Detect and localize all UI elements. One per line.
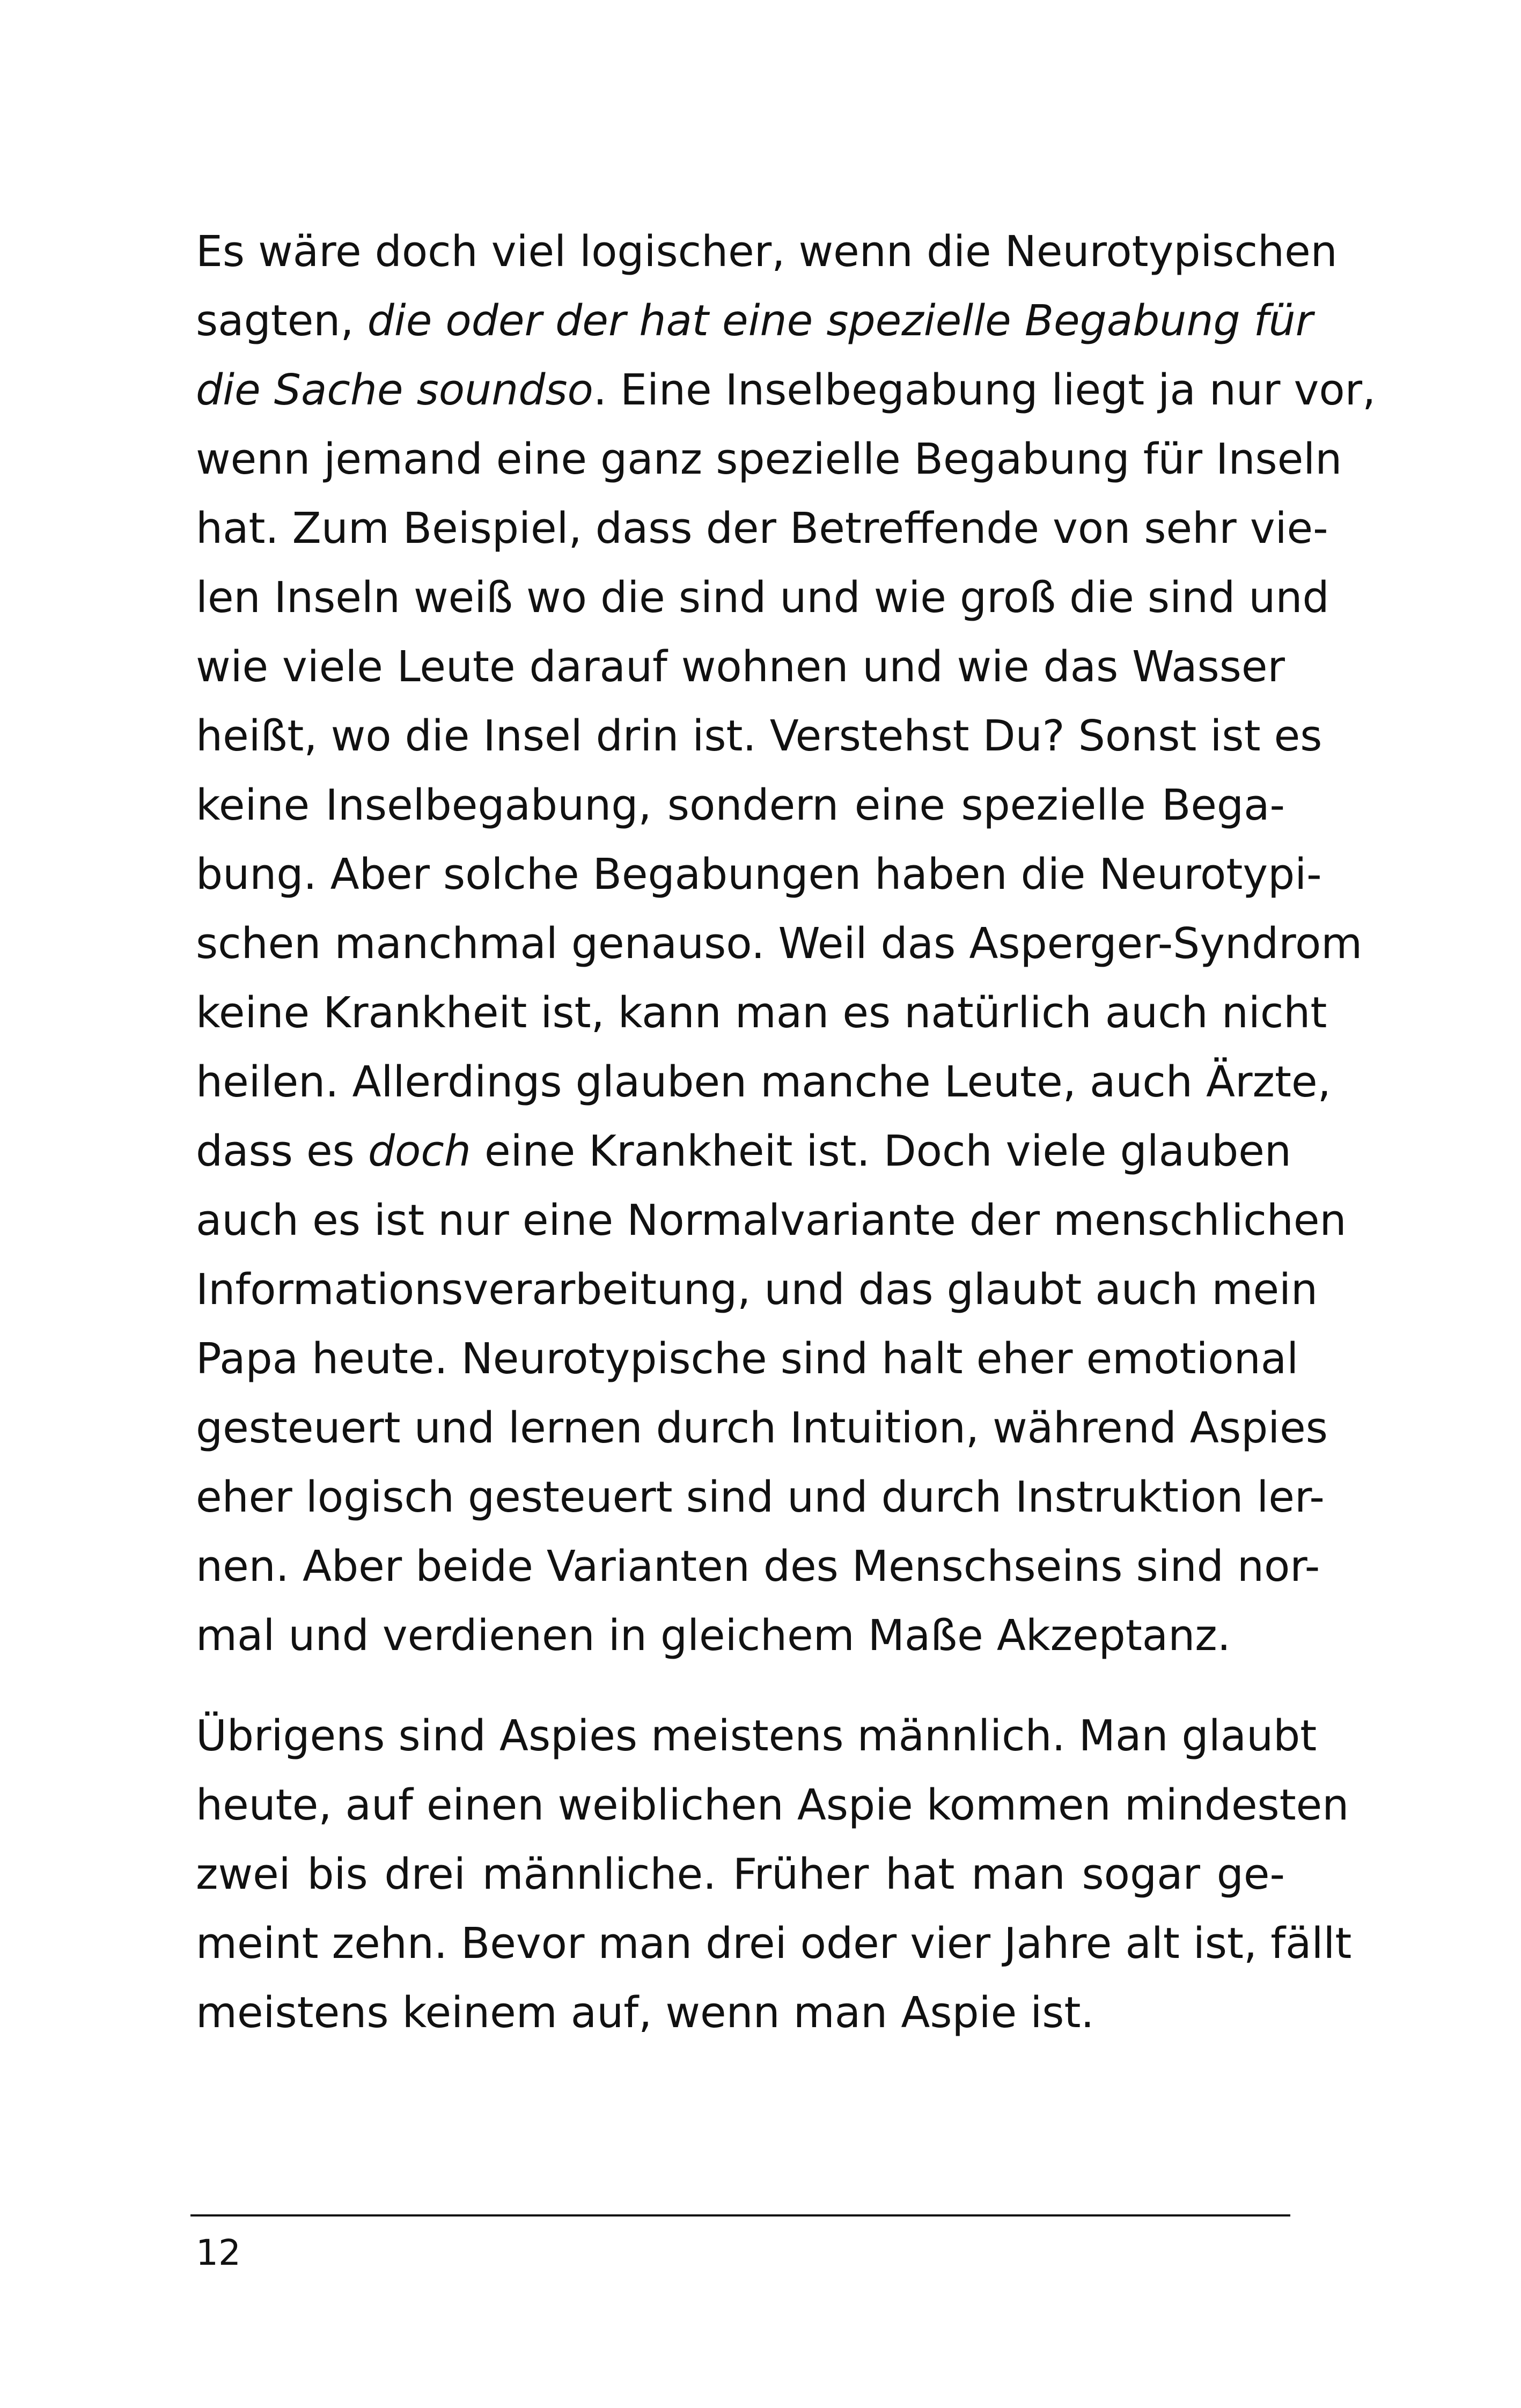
text-line: len Inseln weiß wo die sind und wie groß die sind und <box>196 573 1329 622</box>
page-number: 12 <box>196 2232 241 2273</box>
paragraph-2 <box>196 1702 1352 2048</box>
text-line: Informationsverarbeitung, und das glaubt auch mein <box>196 1265 1318 1314</box>
text-line: keine Inselbegabung, sondern eine spezielle Bega- <box>196 780 1285 830</box>
italic-emphasis: die oder der hat eine spezielle Begabung für <box>367 296 1313 345</box>
text-line: zwei bis drei männliche. Früher hat man sogar ge- <box>196 1850 1285 1899</box>
text-line: heißt, wo die Insel drin ist. Verstehst Du? Sonst ist es <box>196 711 1322 761</box>
text-line: meistens keinem auf, wenn man Aspie ist. <box>196 1988 1094 2037</box>
text-line: hat. Zum Beispiel, dass der Betreffende von sehr vie- <box>196 504 1328 553</box>
text-line: auch es ist nur eine Normalvariante der menschlichen <box>196 1196 1347 1245</box>
text-line: Papa heute. Neurotypische sind halt eher emotional <box>196 1334 1299 1383</box>
text-line: wenn jemand eine ganz spezielle Begabung für Inseln <box>196 435 1342 484</box>
text-line: mal und verdienen in gleichem Maße Akzeptanz. <box>196 1611 1231 1660</box>
italic-emphasis: doch <box>368 1126 471 1176</box>
text-line: Es wäre doch viel logischer, wenn die Neurotypischen <box>196 227 1338 276</box>
text-line: meint zehn. Bevor man drei oder vier Jahre alt ist, fällt <box>196 1919 1352 1968</box>
text-line <box>196 1117 1291 1186</box>
text-line <box>196 356 1376 425</box>
paragraph-1 <box>196 217 1376 1670</box>
text-line: keine Krankheit ist, kann man es natürlich auch nicht <box>196 988 1327 1037</box>
text-line: wie viele Leute darauf wohnen und wie das Wasser <box>196 642 1285 691</box>
text-line: eher logisch gesteuert sind und durch Instruktion ler- <box>196 1472 1325 1522</box>
text-line <box>196 286 1313 356</box>
italic-emphasis: die Sache soundso <box>196 365 593 415</box>
text-line: heute, auf einen weiblichen Aspie kommen mindesten <box>196 1780 1349 1830</box>
text-run: sagten, <box>196 296 368 345</box>
text-line: heilen. Allerdings glauben manche Leute, auch Ärzte, <box>196 1057 1331 1107</box>
text-line: gesteuert und lernen durch Intuition, während Aspies <box>196 1403 1328 1453</box>
footer-rule <box>190 2214 1290 2216</box>
text-line: Übrigens sind Aspies meistens männlich. Man glaubt <box>196 1711 1317 1761</box>
text-line: nen. Aber beide Varianten des Menschseins sind nor- <box>196 1542 1320 1591</box>
text-run: dass es <box>196 1126 368 1176</box>
text-line: bung. Aber solche Begabungen haben die Neurotypi- <box>196 850 1322 899</box>
text-run: . Eine Inselbegabung liegt ja nur vor, <box>593 365 1376 415</box>
text-line: schen manchmal genauso. Weil das Asperger-Syndrom <box>196 919 1363 968</box>
text-run: eine Krankheit ist. Doch viele glauben <box>471 1126 1291 1176</box>
